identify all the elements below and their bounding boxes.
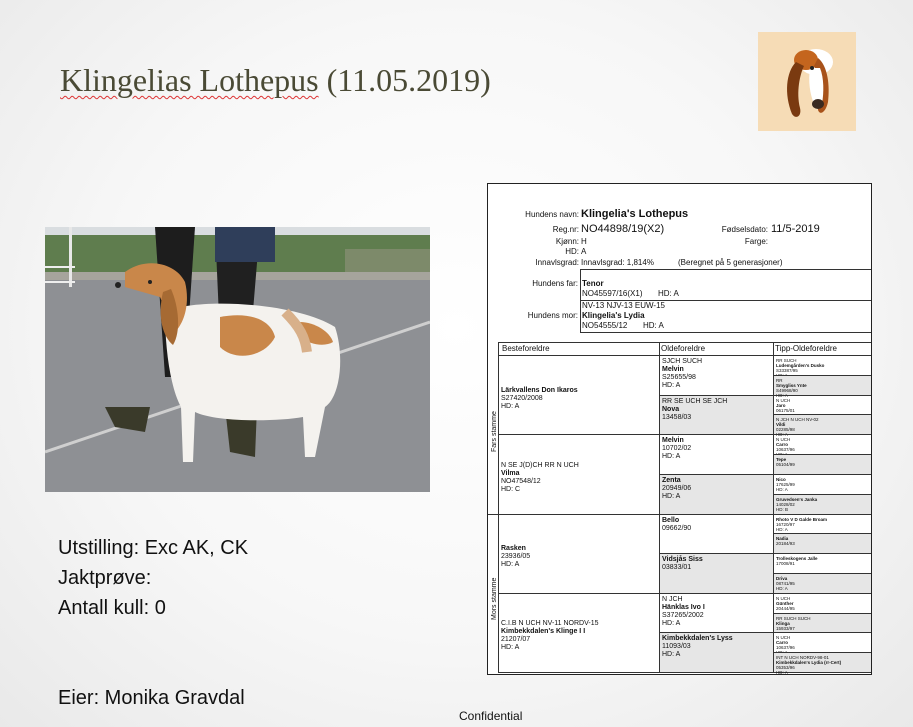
dog-photo <box>45 227 430 492</box>
confidential-label: Confidential <box>459 709 523 723</box>
reg-number: NO44898/19(X2) <box>581 223 665 235</box>
grandparent-cell: Rasken 23936/05 HD: A <box>501 545 531 568</box>
hunting-trial: Jaktprøve: <box>58 567 152 589</box>
color-label: Farge: <box>744 237 768 246</box>
sire-reg: NO45597/16(X1) <box>582 289 643 298</box>
name-label: Hundens navn: <box>525 210 579 219</box>
sire-titles: NV-13 NJV-13 EUW-15 <box>582 301 665 310</box>
gg-grandparent-cell: N UCH Jaro 06175/01 <box>776 398 795 413</box>
dam-reg: NO54555/12 <box>582 321 628 330</box>
gg-grandparent-cell: INT N UCH NORDV-98-01 Kimbekkdalen's Lydia (rr-Cert) 05353/96 HD: A <box>776 655 842 675</box>
gg-grandparent-cell: Nadia 20184/93 <box>776 536 795 546</box>
hd-label: HD: <box>565 247 579 256</box>
inbreed-label: Innavlsgrad: <box>535 258 579 267</box>
sire-name: Tenor <box>582 279 604 288</box>
sex-label: Kjønn: <box>555 237 579 246</box>
great-grandparent-cell: RR SE UCH SE JCH Nova 13458/03 <box>662 398 728 421</box>
sire-side-label: Fars stamme <box>491 411 498 452</box>
gg-grandparent-cell: N UCH Carro 10637/96 <box>776 635 795 650</box>
pedigree-document <box>487 183 872 675</box>
grandparent-cell: C.I.B N UCH NV-11 NORDV-15 Kimbekkdalen's Klinge I I 21207/07 HD: A <box>501 620 599 651</box>
show-result: Utstilling: Exc AK, CK <box>58 537 249 559</box>
gg-grandparent-cell: Driva 08741/95 HD: A <box>776 576 795 591</box>
sire-hd: HD: A <box>658 289 679 298</box>
grandparent-cell: N SE J(D)CH RR N UCH Vilma NO47548/12 HD: C <box>501 462 579 493</box>
inbreed-value: Innavlsgrad: 1,814% <box>581 258 654 267</box>
sire-label: Hundens far: <box>532 279 578 288</box>
great-grandparent-cell: Bello 09662/90 <box>662 517 692 532</box>
grandparent-cell: Lärkvallens Don Ikaros S27420/2008 HD: A <box>501 387 578 410</box>
great-grandparent-cell: Melvin 10702/02 HD: A <box>662 437 692 460</box>
dam-side-label: Mors stamme <box>491 577 498 620</box>
reg-label: Reg.nr: <box>552 225 579 234</box>
inbreed-note: (Beregnet på 5 generasjoner) <box>678 258 783 267</box>
dog-name: Klingelia's Lothepus <box>581 208 689 220</box>
page-title <box>60 62 491 99</box>
birth-label: Fødselsdato: <box>721 225 768 234</box>
sex-value: H <box>581 237 587 246</box>
great-grandparent-cell: N JCH Hänklas Ivo I S37265/2002 HD: A <box>662 596 705 627</box>
gg-grandparent-cell: N JCH N UCH NV-02 Vildi 02285/98 <box>776 417 819 432</box>
dam-name: Klingelia's Lydia <box>582 311 645 320</box>
gg-grandparent-cell: N UCH Carro 10637/96 <box>776 437 795 452</box>
great-grandparent-cell: Vidsjås Siss 03833/01 <box>662 556 703 571</box>
basset-hound-logo-icon <box>758 32 856 131</box>
gg-grandparent-cell: RR Smygliss Ynte S49968/90 <box>776 378 807 393</box>
great-grandparent-cell: Kimbekkdalen's Lyss 11093/03 HD: A <box>662 635 733 658</box>
gg-grandparent-cell: Nico 17625/99 HD: A <box>776 477 795 492</box>
title-dog-name: Klingelias Lothepus <box>60 62 319 98</box>
gg-grandparent-cell: Tepe 05104/99 <box>776 457 795 467</box>
gg-grandparent-cell: Trolleskogens Jalle 17008/91 <box>776 556 818 566</box>
col-great-grandparents: Oldeforeldre <box>661 344 706 353</box>
gg-grandparent-cell: N UCH Günther 20444/95 <box>776 596 795 611</box>
litter-count: Antall kull: 0 <box>58 597 166 619</box>
gg-grandparent-cell: RR SUCH SUCH Klinga 15933/97 <box>776 616 811 631</box>
gg-grandparent-cell: Gruvedsen's Janka 14028/02 HD: B <box>776 497 818 512</box>
col-gg-grandparents: Tipp-Oldeforeldre <box>775 344 837 353</box>
title-date: (11.05.2019) <box>326 62 491 98</box>
col-grandparents: Besteforeldre <box>502 344 550 353</box>
dam-label: Hundens mor: <box>527 311 578 320</box>
owner: Eier: Monika Gravdal <box>58 687 245 709</box>
birth-date: 11/5-2019 <box>771 223 820 235</box>
great-grandparent-cell: Zenta 20949/06 HD: A <box>662 477 692 500</box>
gg-grandparent-cell: Rhoto V D Galde Broam 16720/97 HD: A <box>776 517 828 532</box>
great-grandparent-cell: SJCH SUCH Melvin S25655/98 HD: A <box>662 358 703 389</box>
dam-hd: HD: A <box>643 321 664 330</box>
hd-value: A <box>581 247 587 256</box>
gg-grandparent-cell: RR SUCH Ludemgården's Dusko S33387/95 <box>776 358 825 373</box>
